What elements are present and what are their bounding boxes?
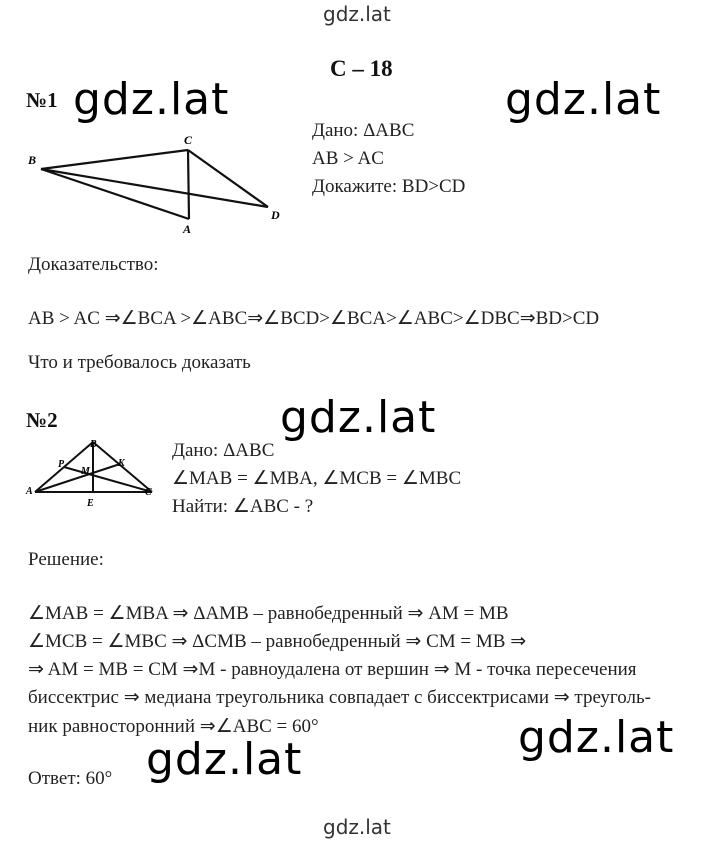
- label-m: M: [81, 466, 90, 477]
- segment-bc: [41, 150, 188, 169]
- problem-2-solution-line: ⇒ AM = MB = CM ⇒M - равноудалена от вершин ⇒ M - точка пересечения: [28, 659, 637, 680]
- problem-1-given-line: Дано: ΔABC: [312, 120, 415, 141]
- label-c: C: [184, 133, 193, 147]
- label-k: K: [118, 458, 125, 469]
- label-b: B: [90, 439, 97, 450]
- segment-cp: [64, 467, 152, 492]
- segment-bd: [41, 169, 268, 207]
- page-title: С – 18: [330, 56, 393, 81]
- problem-1-conclusion: Что и требовалось доказать: [28, 352, 251, 373]
- watermark-top: gdz.lat: [323, 2, 391, 26]
- problem-2-given-line: Найти: ∠ABC - ?: [172, 496, 314, 517]
- label-a: A: [183, 222, 192, 236]
- problem-2-solution-line: ∠MAB = ∠MBA ⇒ ΔAMB – равнобедренный ⇒ AM = MB: [28, 603, 509, 624]
- problem-1-proof-line: AB > AC ⇒∠BCA >∠ABC⇒∠BCD>∠BCA>∠ABC>∠DBC⇒BD>CD: [28, 308, 600, 329]
- segment-ca: [188, 150, 189, 219]
- problem-2-answer: Ответ: 60°: [28, 768, 113, 789]
- label-d: D: [271, 208, 280, 222]
- problem-1-figure: [22, 130, 294, 240]
- segment-ba: [41, 169, 189, 219]
- label-c: C: [145, 487, 152, 498]
- watermark-large: gdz.lat: [146, 734, 303, 785]
- problem-2-number: №2: [26, 408, 58, 432]
- problem-2-solution-heading: Решение:: [28, 549, 104, 570]
- problem-2-given-line: ∠MAB = ∠MBA, ∠MCB = ∠MBC: [172, 468, 462, 489]
- watermark-large: gdz.lat: [505, 74, 662, 125]
- problem-2-given-line: Дано: ΔABC: [172, 440, 275, 461]
- problem-2-figure: [22, 434, 162, 512]
- label-a: A: [26, 486, 33, 497]
- problem-1-given-line: Докажите: BD>CD: [312, 176, 466, 197]
- problem-1-number: №1: [26, 88, 58, 112]
- watermark-large: gdz.lat: [73, 74, 230, 125]
- watermark-large: gdz.lat: [280, 392, 437, 443]
- label-e: E: [87, 498, 94, 509]
- watermark-large: gdz.lat: [518, 712, 675, 763]
- problem-1-given-line: AB > AC: [312, 148, 384, 169]
- label-p: P: [58, 459, 65, 470]
- problem-2-solution-line: ник равносторонний ⇒∠ABC = 60°: [28, 716, 319, 737]
- problem-2-solution-line: биссектрис ⇒ медиана треугольника совпадает с биссектрисами ⇒ треуголь-: [28, 687, 651, 708]
- segment-cd: [188, 150, 268, 207]
- watermark-bottom: gdz.lat: [323, 815, 391, 839]
- problem-1-proof-heading: Доказательство:: [28, 254, 159, 275]
- segment-ak: [35, 464, 120, 492]
- label-b: B: [28, 153, 37, 167]
- problem-2-solution-line: ∠MCB = ∠MBC ⇒ ΔCMB – равнобедренный ⇒ CM = MB ⇒: [28, 631, 527, 652]
